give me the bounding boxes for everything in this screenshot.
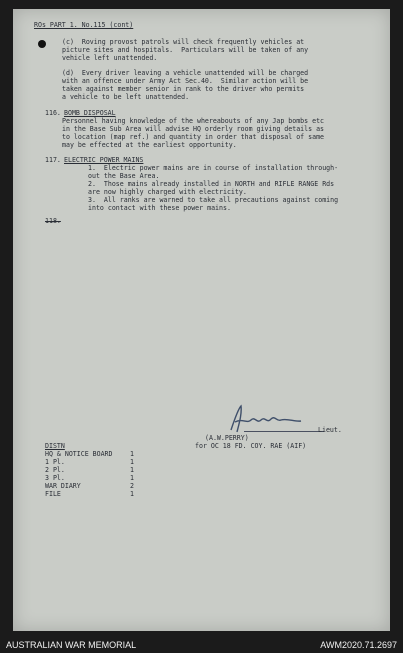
signature-rank: Lieut. <box>318 426 342 434</box>
item-118-number: 118. <box>45 217 61 225</box>
signature-for-line: for OC 18 FD. COY. RAE (AIF) <box>195 442 307 450</box>
item-number: 117. <box>45 156 61 164</box>
punch-hole <box>38 40 46 48</box>
item-line: 3. All ranks are warned to take all precautions against coming <box>88 196 339 204</box>
distribution-label: HQ & NOTICE BOARD <box>45 450 113 458</box>
item-line: may be effected at the earliest opportunity. <box>62 141 237 149</box>
page-header: ROs PART 1. No.115 (cont) <box>34 21 134 29</box>
item-line: out the Base Area. <box>88 172 160 180</box>
item-line: to location (map ref.) and quantity in order that disposal of same <box>62 133 325 141</box>
para-d-line: taken against member senior in rank to the driver who permits <box>62 85 305 93</box>
item-title: BOMB DISPOSAL <box>64 109 116 117</box>
distribution-count: 1 <box>130 490 134 498</box>
distribution-count: 1 <box>130 458 134 466</box>
para-c-line: (c) Roving provost patrols will check frequently vehicles at <box>62 38 305 46</box>
distribution-count: 1 <box>130 474 134 482</box>
item-title: ELECTRIC POWER MAINS <box>64 156 144 164</box>
item-line: into contact with these power mains. <box>88 204 231 212</box>
footer-accession: AWM2020.71.2697 <box>320 640 397 650</box>
distribution-label: 1 Pl. <box>45 458 65 466</box>
distribution-count: 2 <box>130 482 134 490</box>
item-number: 116. <box>45 109 61 117</box>
item-line: 1. Electric power mains are in course of installation through- <box>88 164 339 172</box>
item-line: are now highly charged with electricity. <box>88 188 247 196</box>
signature-line <box>244 431 324 432</box>
para-d-line: a vehicle to be left unattended. <box>62 93 190 101</box>
distribution-label: FILE <box>45 490 61 498</box>
distribution-label: WAR DIARY <box>45 482 81 490</box>
document-page <box>13 9 390 631</box>
distribution-count: 1 <box>130 466 134 474</box>
distribution-count: 1 <box>130 450 134 458</box>
para-c-line: vehicle left unattended. <box>62 54 158 62</box>
signature-scrawl <box>225 402 305 438</box>
para-c-line: picture sites and hospitals. Particulars will be taken of any <box>62 46 309 54</box>
para-d-line: (d) Every driver leaving a vehicle unattended will be charged <box>62 69 309 77</box>
item-line: in the Base Sub Area will advise HQ orderly room giving details as <box>62 125 325 133</box>
distribution-label: 3 Pl. <box>45 474 65 482</box>
footer-institution: AUSTRALIAN WAR MEMORIAL <box>6 640 137 650</box>
signature-name: (A.W.PERRY) <box>205 434 249 442</box>
distribution-label: 2 Pl. <box>45 466 65 474</box>
distribution-title: DISTN <box>45 442 65 450</box>
para-d-line: with an offence under Army Act Sec.40. Similar action will be <box>62 77 309 85</box>
item-line: Personnel having knowledge of the whereabouts of any Jap bombs etc <box>62 117 325 125</box>
item-line: 2. Those mains already installed in NORTH and RIFLE RANGE Rds <box>88 180 335 188</box>
